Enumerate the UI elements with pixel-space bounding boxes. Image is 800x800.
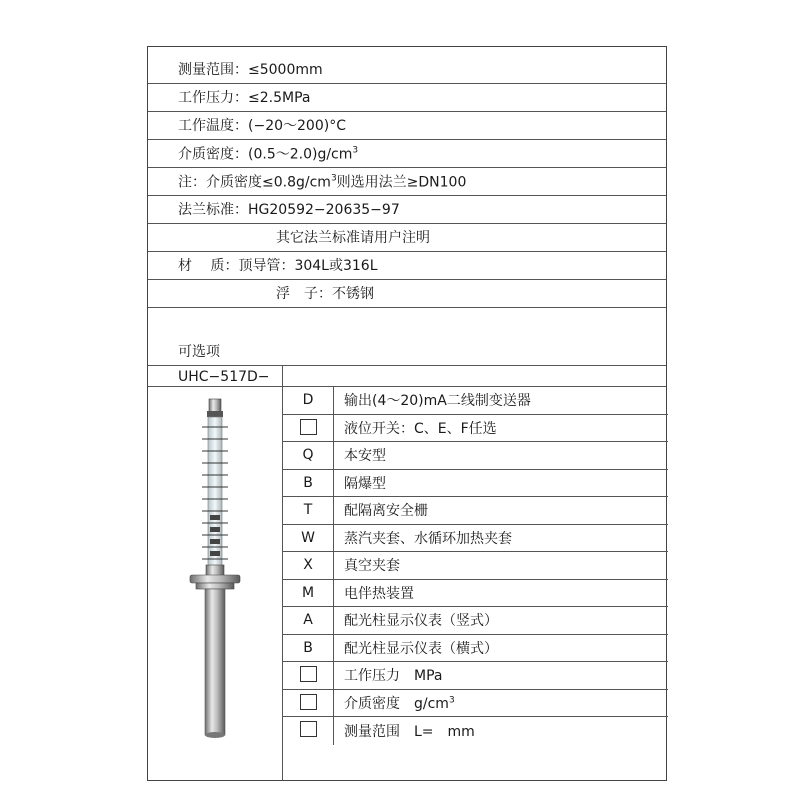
option-row	[283, 662, 668, 690]
option-checkbox	[300, 666, 317, 682]
option-description-text: 液位开关：C、E、F任选	[344, 420, 497, 437]
option-description-text: 隔爆型	[344, 475, 386, 492]
spec-material-row	[148, 252, 666, 280]
spec-pressure: 工作压力：≤2.5MPa	[178, 89, 311, 106]
spec-range: 测量范围：≤5000mm	[178, 61, 323, 78]
option-description	[344, 528, 512, 548]
option-code: M	[283, 580, 334, 607]
option-superscript: 3	[448, 695, 455, 706]
option-code	[283, 690, 334, 717]
option-code: W	[283, 525, 334, 552]
option-code: X	[283, 552, 334, 579]
spec-temperature: 工作温度：(−20～200)°C	[178, 117, 346, 134]
option-description	[344, 445, 386, 465]
option-checkbox	[300, 419, 317, 435]
spec-note-row	[148, 168, 666, 196]
spec-pressure-row	[148, 84, 666, 112]
option-description	[344, 610, 498, 630]
option-row	[283, 552, 668, 580]
option-description-text: 电伴热装置	[344, 585, 414, 602]
option-description	[344, 390, 531, 410]
spec-temperature-row	[148, 112, 666, 140]
model-code: UHC−517D−	[148, 366, 283, 386]
option-description-text: 配光柱显示仪表（横式）	[344, 640, 498, 657]
option-description	[344, 665, 442, 685]
option-code: A	[283, 607, 334, 634]
option-description-text: 真空夹套	[344, 558, 400, 575]
option-description-text: 配隔离安全栅	[344, 503, 428, 520]
option-row	[283, 690, 668, 718]
option-code	[283, 662, 334, 689]
float-level-gauge-image	[148, 387, 282, 781]
option-description-text: 配光柱显示仪表（竖式）	[344, 613, 498, 630]
option-description	[344, 418, 497, 438]
option-row	[283, 442, 668, 470]
option-code: B	[283, 470, 334, 497]
option-row	[283, 607, 668, 635]
option-description-text: 输出(4～20)mA二线制变送器	[344, 393, 531, 410]
option-row	[283, 415, 668, 443]
option-description-text: 工作压力 MPa	[344, 668, 443, 685]
spec-float-row	[148, 280, 666, 308]
spec-flange-other-row	[148, 224, 666, 252]
spec-range-row	[148, 56, 666, 84]
spec-sheet	[147, 46, 667, 781]
option-code: T	[283, 497, 334, 524]
option-row	[283, 470, 668, 498]
option-checkbox	[300, 721, 317, 737]
options-table	[283, 387, 668, 745]
spec-flange-row	[148, 196, 666, 224]
option-description	[344, 500, 428, 520]
option-code: D	[283, 387, 334, 414]
model-row	[148, 365, 666, 387]
option-row	[283, 497, 668, 525]
option-row	[283, 717, 668, 745]
option-description	[344, 583, 414, 603]
option-row	[283, 387, 668, 415]
spec-density: 介质密度：$(0.5\sim 2.0)g/cm^3$	[178, 145, 359, 162]
option-description-text: 介质密度 g/cm	[344, 695, 449, 712]
options-title: 可选项	[178, 344, 220, 360]
option-row	[283, 525, 668, 553]
option-description-text: 测量范围 L= mm	[344, 723, 475, 740]
spec-float: 浮 子：不锈钢	[276, 285, 374, 302]
option-row	[283, 580, 668, 608]
spec-density-row	[148, 140, 666, 168]
option-checkbox	[300, 694, 317, 710]
option-description	[344, 473, 386, 493]
option-row	[283, 635, 668, 663]
option-code	[283, 717, 334, 745]
option-description	[344, 555, 400, 575]
option-description	[344, 693, 455, 713]
spec-flange-standard: 法兰标准：HG20592−20635−97	[178, 201, 400, 218]
spec-flange-other: 其它法兰标准请用户注明	[276, 229, 430, 246]
option-description	[344, 721, 475, 741]
option-description	[344, 638, 498, 658]
option-description-text: 蒸汽夹套、水循环加热夹套	[344, 530, 512, 547]
option-code: B	[283, 635, 334, 662]
spec-note: 注：介质密度$\le 0.8g/cm^3$则选用法兰≥DN100	[178, 173, 467, 190]
option-description-text: 本安型	[344, 448, 386, 465]
option-code	[283, 415, 334, 442]
spec-material: 材 质：顶导管：304L或316L	[178, 257, 378, 274]
product-image-cell	[148, 387, 283, 781]
option-code: Q	[283, 442, 334, 469]
